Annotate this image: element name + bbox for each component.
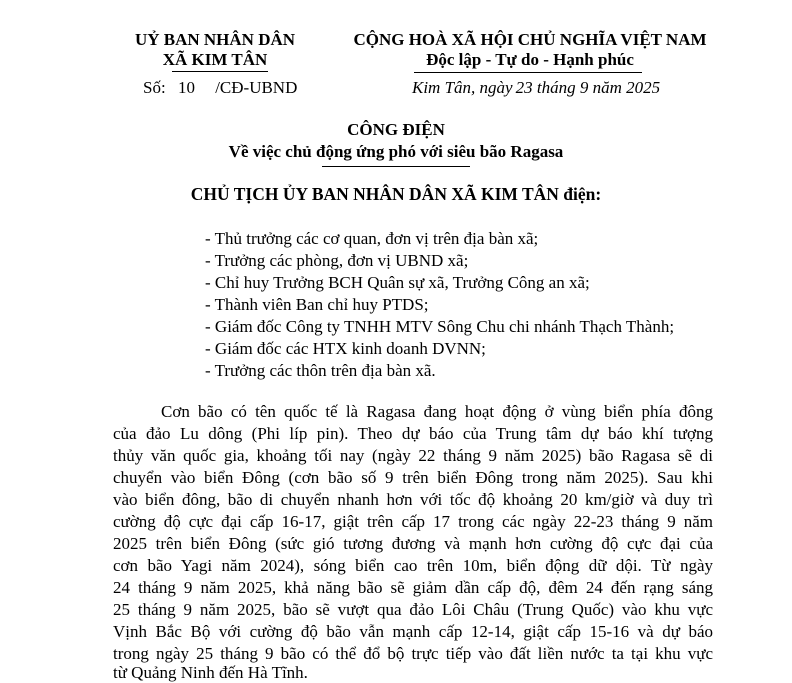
body-line: của đảo Lu dông (Phi líp pin). Theo dự báo của Trung tâm dự báo khí tượng — [113, 424, 713, 443]
date-rest: tháng 9 năm 2025 — [532, 78, 661, 97]
left-underline — [172, 71, 268, 72]
body-line: vào biển đông, bão di chuyển nhanh hơn với tốc độ khoảng 20 km/giờ và duy trì — [113, 490, 713, 509]
body-line: cường độ cực đại cấp 16-17, giật trên cấp 17 trong các ngày 22-23 tháng 9 năm — [113, 512, 713, 531]
national-title: CỘNG HOÀ XÃ HỘI CHỦ NGHĨA VIỆT NAM — [353, 30, 707, 49]
national-motto: Độc lập - Tự do - Hạnh phúc — [426, 50, 634, 69]
body-line: 25 tháng 9 năm 2025, bão sẽ vượt qua đảo Lôi Châu (Trung Quốc) vào khu vực — [113, 600, 713, 619]
body-line: chuyển vào biển Đông (cơn bão số 9 trên biển Đông trong năm 2025). Sau khi — [113, 468, 713, 487]
so-number: 10 — [177, 78, 195, 97]
recipient-item: - Trưởng các thôn trên địa bàn xã. — [205, 361, 436, 380]
document-type: CÔNG ĐIỆN — [347, 120, 445, 139]
commune-name: XÃ KIM TÂN — [162, 50, 268, 69]
body-line: thủy văn quốc gia, khoảng tối nay (ngày 22 tháng 9 năm 2025) bão Ragasa sẽ di — [113, 446, 713, 465]
recipient-item: - Thủ trưởng các cơ quan, đơn vị trên địa bàn xã; — [205, 229, 539, 248]
body-line: từ Quảng Ninh đến Hà Tĩnh. — [113, 663, 308, 682]
body-line: 2025 trên biển Đông (sức gió tương đương và mạnh hơn cường độ cực đại của — [113, 534, 713, 553]
date-prefix: Kim Tân, ngày — [412, 78, 513, 97]
body-line: cơn bão Yagi năm 2024), sóng biển cao trên 10m, biển động dữ dội. Từ ngày — [113, 556, 713, 575]
body-line: 24 tháng 9 năm 2025, khả năng bão sẽ giảm dần cấp độ, đêm 24 đến rạng sáng — [113, 578, 713, 597]
sender-line: CHỦ TỊCH ỦY BAN NHÂN DÂN XÃ KIM TÂN điện: — [190, 184, 602, 204]
document-subject: Về việc chủ động ứng phó với siêu bão Ragasa — [228, 142, 564, 161]
agency-name: UỶ BAN NHÂN DÂN — [134, 30, 296, 49]
issue-date — [412, 78, 660, 98]
so-label: Số: — [143, 78, 166, 97]
recipient-item: - Giám đốc Công ty TNHH MTV Sông Chu chi nhánh Thạch Thành; — [205, 317, 675, 336]
body-line: Cơn bão có tên quốc tế là Ragasa đang hoạt động ở vùng biển phía đông — [161, 402, 713, 421]
body-line: trong ngày 25 tháng 9 bão có thể đổ bộ trực tiếp vào đất liền nước ta tại khu vực — [113, 644, 713, 663]
so-suffix: /CĐ-UBND — [215, 78, 298, 97]
document-number — [143, 78, 297, 98]
recipient-item: - Chỉ huy Trưởng BCH Quân sự xã, Trưởng Công an xã; — [205, 273, 590, 292]
recipient-item: - Giám đốc các HTX kinh doanh DVNN; — [205, 339, 486, 358]
recipient-item: - Thành viên Ban chỉ huy PTDS; — [205, 295, 429, 314]
right-underline — [414, 72, 642, 73]
subject-underline — [322, 166, 470, 167]
body-line: Vịnh Bắc Bộ với cường độ bão vẫn mạnh cấp 12-14, giật cấp 15-16 và dự báo — [113, 622, 713, 641]
recipient-item: - Trưởng các phòng, đơn vị UBND xã; — [205, 251, 469, 270]
date-day: 23 — [515, 78, 533, 97]
